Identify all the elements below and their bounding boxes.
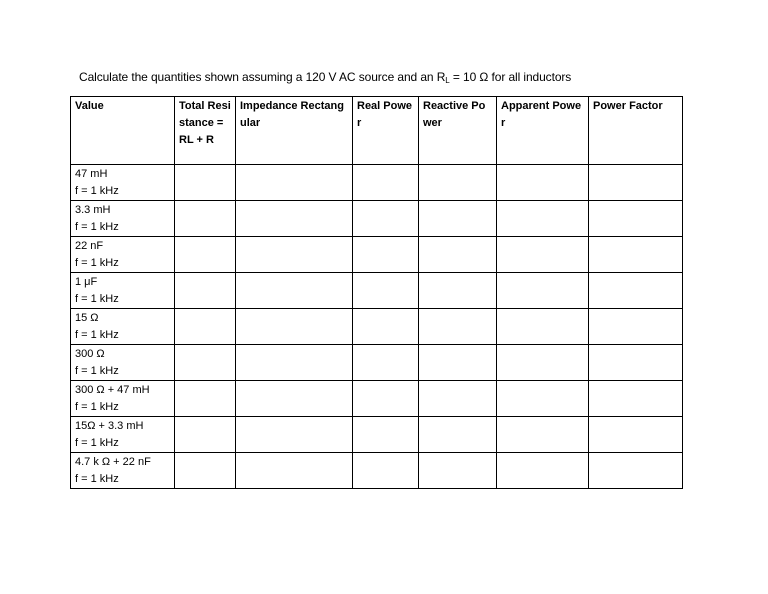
apparent-power-answer-cell[interactable] <box>497 201 589 237</box>
table-row <box>71 201 683 237</box>
reactive-power-answer-cell[interactable] <box>419 345 497 381</box>
component-value: 4.7 k Ω + 22 nF <box>75 456 151 468</box>
impedance-rectangular-answer-cell[interactable] <box>236 453 353 489</box>
table-row <box>71 345 683 381</box>
real-power-answer-cell[interactable] <box>353 417 419 453</box>
header-impedance-rectangular: Impedance Rectangular <box>236 97 353 165</box>
reactive-power-answer-cell[interactable] <box>419 381 497 417</box>
impedance-rectangular-answer-cell[interactable] <box>236 309 353 345</box>
impedance-rectangular-answer-cell[interactable] <box>236 417 353 453</box>
impedance-rectangular-answer-cell[interactable] <box>236 273 353 309</box>
apparent-power-answer-cell[interactable] <box>497 165 589 201</box>
power-factor-answer-cell[interactable] <box>589 165 683 201</box>
frequency-value: f = 1 kHz <box>75 437 119 449</box>
total-resistance-answer-cell[interactable] <box>175 273 236 309</box>
power-factor-answer-cell[interactable] <box>589 381 683 417</box>
power-factor-answer-cell[interactable] <box>589 201 683 237</box>
table-row <box>71 165 683 201</box>
power-factor-answer-cell[interactable] <box>589 417 683 453</box>
apparent-power-answer-cell[interactable] <box>497 381 589 417</box>
total-resistance-answer-cell[interactable] <box>175 201 236 237</box>
total-resistance-answer-cell[interactable] <box>175 453 236 489</box>
apparent-power-answer-cell[interactable] <box>497 237 589 273</box>
frequency-value: f = 1 kHz <box>75 185 119 197</box>
apparent-power-answer-cell[interactable] <box>497 345 589 381</box>
component-value: 15Ω + 3.3 mH <box>75 420 144 432</box>
value-cell <box>71 309 175 345</box>
impedance-rectangular-answer-cell[interactable] <box>236 381 353 417</box>
total-resistance-answer-cell[interactable] <box>175 417 236 453</box>
value-cell <box>71 345 175 381</box>
real-power-answer-cell[interactable] <box>353 381 419 417</box>
value-cell <box>71 273 175 309</box>
total-resistance-answer-cell[interactable] <box>175 345 236 381</box>
value-cell <box>71 381 175 417</box>
reactive-power-answer-cell[interactable] <box>419 309 497 345</box>
reactive-power-answer-cell[interactable] <box>419 165 497 201</box>
instruction-prefix: Calculate the quantities shown assuming a 120 V AC source and an R <box>79 70 446 84</box>
header-real-power: Real Power <box>353 97 419 165</box>
table-row <box>71 237 683 273</box>
frequency-value: f = 1 kHz <box>75 221 119 233</box>
power-factor-answer-cell[interactable] <box>589 237 683 273</box>
impedance-rectangular-answer-cell[interactable] <box>236 237 353 273</box>
total-resistance-answer-cell[interactable] <box>175 309 236 345</box>
value-cell <box>71 201 175 237</box>
instruction-suffix: = 10 Ω for all inductors <box>449 70 572 84</box>
apparent-power-answer-cell[interactable] <box>497 453 589 489</box>
component-value: 300 Ω + 47 mH <box>75 384 150 396</box>
total-resistance-answer-cell[interactable] <box>175 381 236 417</box>
header-value: Value <box>71 97 175 165</box>
header-total-resistance: Total Resistance = RL + R <box>175 97 236 165</box>
component-value: 3.3 mH <box>75 204 111 216</box>
real-power-answer-cell[interactable] <box>353 237 419 273</box>
value-cell <box>71 417 175 453</box>
reactive-power-answer-cell[interactable] <box>419 201 497 237</box>
power-factor-answer-cell[interactable] <box>589 273 683 309</box>
real-power-answer-cell[interactable] <box>353 309 419 345</box>
header-row <box>71 97 683 165</box>
frequency-value: f = 1 kHz <box>75 365 119 377</box>
total-resistance-answer-cell[interactable] <box>175 237 236 273</box>
value-cell <box>71 165 175 201</box>
frequency-value: f = 1 kHz <box>75 473 119 485</box>
header-power-factor: Power Factor <box>589 97 683 165</box>
frequency-value: f = 1 kHz <box>75 329 119 341</box>
table-row <box>71 309 683 345</box>
power-factor-answer-cell[interactable] <box>589 309 683 345</box>
apparent-power-answer-cell[interactable] <box>497 273 589 309</box>
impedance-rectangular-answer-cell[interactable] <box>236 345 353 381</box>
total-resistance-answer-cell[interactable] <box>175 165 236 201</box>
table-body <box>71 165 683 489</box>
reactive-power-answer-cell[interactable] <box>419 273 497 309</box>
power-factor-answer-cell[interactable] <box>589 345 683 381</box>
component-value: 15 Ω <box>75 312 99 324</box>
frequency-value: f = 1 kHz <box>75 257 119 269</box>
value-cell <box>71 237 175 273</box>
table-row <box>71 453 683 489</box>
apparent-power-answer-cell[interactable] <box>497 417 589 453</box>
impedance-rectangular-answer-cell[interactable] <box>236 165 353 201</box>
power-factor-answer-cell[interactable] <box>589 453 683 489</box>
instruction-subscript: L <box>445 76 450 85</box>
component-value: 1 μF <box>75 276 98 288</box>
instruction-text <box>79 70 571 85</box>
reactive-power-answer-cell[interactable] <box>419 237 497 273</box>
reactive-power-answer-cell[interactable] <box>419 453 497 489</box>
real-power-answer-cell[interactable] <box>353 165 419 201</box>
worksheet-table <box>70 96 683 489</box>
frequency-value: f = 1 kHz <box>75 293 119 305</box>
component-value: 22 nF <box>75 240 104 252</box>
impedance-rectangular-answer-cell[interactable] <box>236 201 353 237</box>
value-cell <box>71 453 175 489</box>
component-value: 300 Ω <box>75 348 105 360</box>
table-row <box>71 417 683 453</box>
component-value: 47 mH <box>75 168 108 180</box>
frequency-value: f = 1 kHz <box>75 401 119 413</box>
real-power-answer-cell[interactable] <box>353 453 419 489</box>
real-power-answer-cell[interactable] <box>353 345 419 381</box>
reactive-power-answer-cell[interactable] <box>419 417 497 453</box>
table-row <box>71 381 683 417</box>
header-reactive-power: Reactive Power <box>419 97 497 165</box>
real-power-answer-cell[interactable] <box>353 201 419 237</box>
apparent-power-answer-cell[interactable] <box>497 309 589 345</box>
real-power-answer-cell[interactable] <box>353 273 419 309</box>
table-row <box>71 273 683 309</box>
header-apparent-power: Apparent Power <box>497 97 589 165</box>
